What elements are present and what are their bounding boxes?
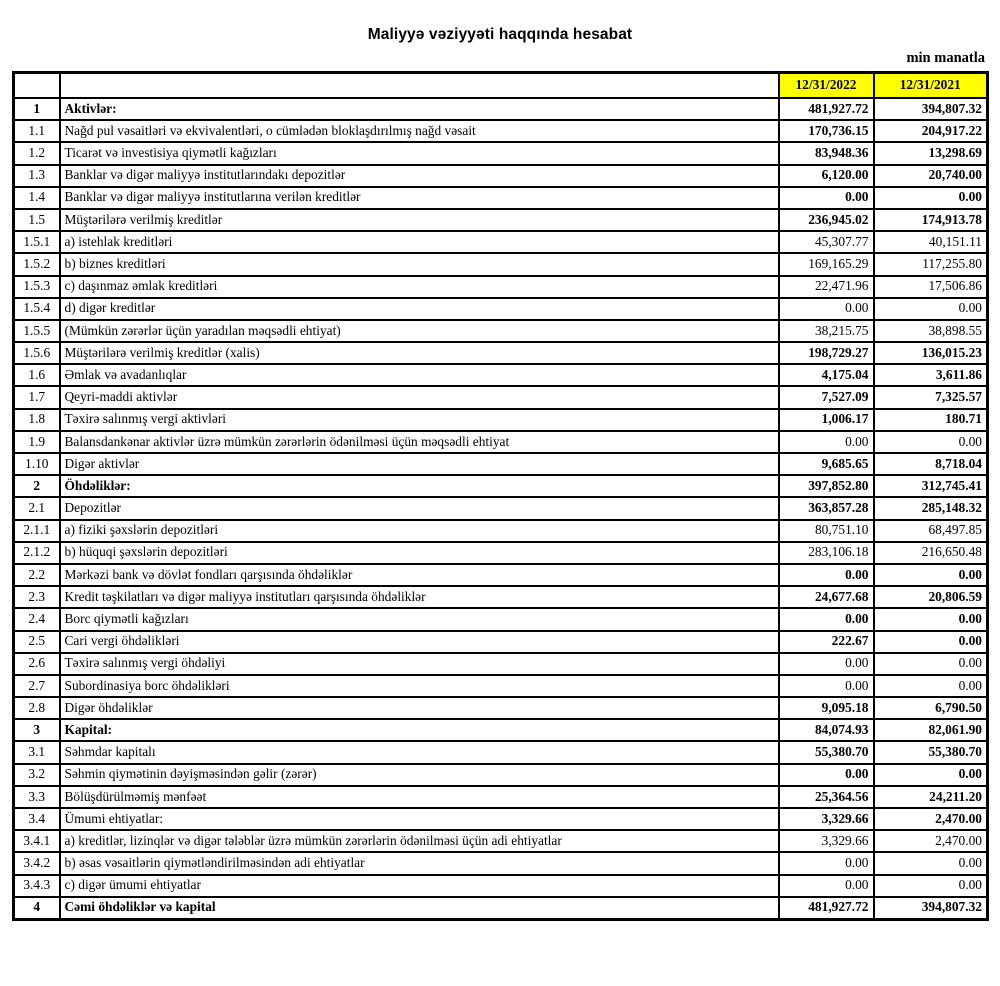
value-2022-cell: 0.00: [779, 875, 874, 897]
row-number-cell: 3.4: [14, 808, 60, 830]
row-number-cell: 3: [14, 719, 60, 741]
row-label-cell: Digər öhdəliklər: [60, 697, 779, 719]
value-2021-cell: 55,380.70: [874, 741, 988, 763]
table-row: [14, 564, 988, 586]
value-2022-cell: 1,006.17: [779, 409, 874, 431]
value-2021-cell: 312,745.41: [874, 475, 988, 497]
row-label-cell: b) hüquqi şəxslərin depozitləri: [60, 542, 779, 564]
value-2022-cell: 24,677.68: [779, 586, 874, 608]
row-label-cell: Öhdəliklər:: [60, 475, 779, 497]
row-number-cell: 1.6: [14, 364, 60, 386]
value-2022-cell: 45,307.77: [779, 231, 874, 253]
value-2021-cell: 394,807.32: [874, 897, 988, 920]
table-row: [14, 231, 988, 253]
row-number-cell: 2.5: [14, 631, 60, 653]
table-row: [14, 386, 988, 408]
row-number-cell: 2.6: [14, 653, 60, 675]
table-header-row: [14, 73, 988, 99]
table-row: [14, 320, 988, 342]
row-label-cell: Təxirə salınmış vergi aktivləri: [60, 409, 779, 431]
row-number-cell: 2.7: [14, 675, 60, 697]
table-row: [14, 98, 988, 120]
row-label-cell: Cəmi öhdəliklər və kapital: [60, 897, 779, 920]
value-2021-cell: 2,470.00: [874, 830, 988, 852]
value-2022-cell: 222.67: [779, 631, 874, 653]
value-2021-cell: 0.00: [874, 631, 988, 653]
row-number-cell: 1.2: [14, 142, 60, 164]
row-number-cell: 3.4.2: [14, 852, 60, 874]
value-2022-cell: 170,736.15: [779, 120, 874, 142]
value-2022-cell: 0.00: [779, 675, 874, 697]
row-number-cell: 1.1: [14, 120, 60, 142]
value-2021-cell: 117,255.80: [874, 253, 988, 275]
row-label-cell: Ticarət və investisiya qiymətli kağızları: [60, 142, 779, 164]
row-label-cell: c) digər ümumi ehtiyatlar: [60, 875, 779, 897]
row-label-cell: Ümumi ehtiyatlar:: [60, 808, 779, 830]
value-2021-cell: 40,151.11: [874, 231, 988, 253]
value-2022-cell: 38,215.75: [779, 320, 874, 342]
value-2021-cell: 0.00: [874, 675, 988, 697]
row-number-cell: 2.1: [14, 497, 60, 519]
row-number-cell: 4: [14, 897, 60, 920]
value-2021-cell: 17,506.86: [874, 276, 988, 298]
value-2022-cell: 9,095.18: [779, 697, 874, 719]
value-2022-cell: 3,329.66: [779, 830, 874, 852]
row-label-cell: Mərkəzi bank və dövlət fondları qarşısında öhdəliklər: [60, 564, 779, 586]
row-number-cell: 2.4: [14, 608, 60, 630]
header-date-2022: 12/31/2022: [779, 73, 874, 99]
value-2022-cell: 0.00: [779, 653, 874, 675]
table-row: [14, 852, 988, 874]
table-row: [14, 697, 988, 719]
row-label-cell: Digər aktivlər: [60, 453, 779, 475]
value-2022-cell: 22,471.96: [779, 276, 874, 298]
value-2021-cell: 0.00: [874, 431, 988, 453]
row-number-cell: 2.1.2: [14, 542, 60, 564]
value-2022-cell: 283,106.18: [779, 542, 874, 564]
header-date-2021: 12/31/2021: [874, 73, 988, 99]
header-empty-label-cell: [60, 73, 779, 99]
value-2021-cell: 7,325.57: [874, 386, 988, 408]
value-2021-cell: 394,807.32: [874, 98, 988, 120]
row-label-cell: Kredit təşkilatları və digər maliyyə institutları qarşısında öhdəliklər: [60, 586, 779, 608]
row-number-cell: 2.1.1: [14, 520, 60, 542]
value-2021-cell: 285,148.32: [874, 497, 988, 519]
row-label-cell: d) digər kreditlər: [60, 298, 779, 320]
table-row: [14, 786, 988, 808]
row-number-cell: 1.3: [14, 165, 60, 187]
row-label-cell: Banklar və digər maliyyə institutlarına verilən kreditlər: [60, 187, 779, 209]
row-label-cell: Nağd pul vəsaitləri və ekvivalentləri, o cümlədən bloklaşdırılmış nağd vəsait: [60, 120, 779, 142]
table-row: [14, 897, 988, 920]
table-row: [14, 187, 988, 209]
row-label-cell: b) əsas vəsaitlərin qiymətləndirilməsindən adi ehtiyatlar: [60, 852, 779, 874]
financial-position-table: [12, 71, 989, 921]
value-2022-cell: 7,527.09: [779, 386, 874, 408]
row-label-cell: Banklar və digər maliyyə institutlarındakı depozitlər: [60, 165, 779, 187]
row-label-cell: a) kreditlər, lizinqlər və digər tələblər üzrə mümkün zərərlərin ödənilməsi üçün adi ehtiyatlar: [60, 830, 779, 852]
table-row: [14, 276, 988, 298]
row-number-cell: 3.2: [14, 764, 60, 786]
value-2021-cell: 68,497.85: [874, 520, 988, 542]
value-2022-cell: 236,945.02: [779, 209, 874, 231]
value-2022-cell: 84,074.93: [779, 719, 874, 741]
row-label-cell: a) fiziki şəxslərin depozitləri: [60, 520, 779, 542]
row-number-cell: 3.4.1: [14, 830, 60, 852]
report-table-body: [14, 98, 988, 919]
row-number-cell: 1.5.6: [14, 342, 60, 364]
row-label-cell: Qeyri-maddi aktivlər: [60, 386, 779, 408]
row-label-cell: Bölüşdürülməmiş mənfəət: [60, 786, 779, 808]
table-row: [14, 741, 988, 763]
value-2022-cell: 0.00: [779, 764, 874, 786]
row-label-cell: Səhmdar kapitalı: [60, 741, 779, 763]
table-row: [14, 808, 988, 830]
table-row: [14, 675, 988, 697]
value-2021-cell: 13,298.69: [874, 142, 988, 164]
row-number-cell: 1.5: [14, 209, 60, 231]
row-label-cell: Müştərilərə verilmiş kreditlər: [60, 209, 779, 231]
value-2021-cell: 0.00: [874, 852, 988, 874]
value-2022-cell: 6,120.00: [779, 165, 874, 187]
row-number-cell: 1.5.1: [14, 231, 60, 253]
row-label-cell: Müştərilərə verilmiş kreditlər (xalis): [60, 342, 779, 364]
value-2021-cell: 2,470.00: [874, 808, 988, 830]
table-row: [14, 542, 988, 564]
value-2021-cell: 0.00: [874, 764, 988, 786]
row-number-cell: 1.5.2: [14, 253, 60, 275]
value-2021-cell: 136,015.23: [874, 342, 988, 364]
table-row: [14, 298, 988, 320]
table-row: [14, 520, 988, 542]
value-2022-cell: 481,927.72: [779, 897, 874, 920]
value-2022-cell: 0.00: [779, 608, 874, 630]
value-2021-cell: 8,718.04: [874, 453, 988, 475]
value-2022-cell: 3,329.66: [779, 808, 874, 830]
value-2021-cell: 82,061.90: [874, 719, 988, 741]
table-row: [14, 586, 988, 608]
value-2022-cell: 25,364.56: [779, 786, 874, 808]
table-row: [14, 165, 988, 187]
value-2022-cell: 80,751.10: [779, 520, 874, 542]
value-2021-cell: 38,898.55: [874, 320, 988, 342]
value-2021-cell: 3,611.86: [874, 364, 988, 386]
table-row: [14, 475, 988, 497]
row-number-cell: 1.9: [14, 431, 60, 453]
row-label-cell: Səhmin qiymətinin dəyişməsindən gəlir (zərər): [60, 764, 779, 786]
row-label-cell: (Mümkün zərərlər üçün yaradılan məqsədli ehtiyat): [60, 320, 779, 342]
value-2022-cell: 397,852.80: [779, 475, 874, 497]
value-2022-cell: 4,175.04: [779, 364, 874, 386]
row-label-cell: Aktivlər:: [60, 98, 779, 120]
row-number-cell: 1.5.3: [14, 276, 60, 298]
value-2021-cell: 0.00: [874, 298, 988, 320]
value-2021-cell: 20,806.59: [874, 586, 988, 608]
value-2021-cell: 180.71: [874, 409, 988, 431]
unit-note: min manatla: [906, 50, 985, 66]
table-row: [14, 142, 988, 164]
row-number-cell: 3.3: [14, 786, 60, 808]
value-2022-cell: 0.00: [779, 431, 874, 453]
value-2022-cell: 0.00: [779, 298, 874, 320]
table-row: [14, 120, 988, 142]
row-number-cell: 2.2: [14, 564, 60, 586]
value-2021-cell: 0.00: [874, 608, 988, 630]
table-row: [14, 608, 988, 630]
row-number-cell: 1.8: [14, 409, 60, 431]
row-label-cell: Təxirə salınmış vergi öhdəliyi: [60, 653, 779, 675]
value-2021-cell: 24,211.20: [874, 786, 988, 808]
value-2022-cell: 0.00: [779, 564, 874, 586]
row-number-cell: 3.4.3: [14, 875, 60, 897]
table-row: [14, 453, 988, 475]
table-row: [14, 342, 988, 364]
value-2021-cell: 20,740.00: [874, 165, 988, 187]
value-2022-cell: 0.00: [779, 852, 874, 874]
row-label-cell: c) daşınmaz əmlak kreditləri: [60, 276, 779, 298]
row-label-cell: Əmlak və avadanlıqlar: [60, 364, 779, 386]
row-number-cell: 2.3: [14, 586, 60, 608]
row-label-cell: Borc qiymətli kağızları: [60, 608, 779, 630]
table-row: [14, 431, 988, 453]
row-label-cell: b) biznes kreditləri: [60, 253, 779, 275]
table-row: [14, 253, 988, 275]
value-2021-cell: 216,650.48: [874, 542, 988, 564]
value-2022-cell: 169,165.29: [779, 253, 874, 275]
table-row: [14, 653, 988, 675]
row-number-cell: 1.7: [14, 386, 60, 408]
row-number-cell: 3.1: [14, 741, 60, 763]
value-2021-cell: 0.00: [874, 564, 988, 586]
table-row: [14, 409, 988, 431]
row-number-cell: 2.8: [14, 697, 60, 719]
value-2021-cell: 0.00: [874, 187, 988, 209]
row-label-cell: Subordinasiya borc öhdəlikləri: [60, 675, 779, 697]
value-2021-cell: 0.00: [874, 875, 988, 897]
page-title: Maliyyə vəziyyəti haqqında hesabat: [367, 26, 633, 43]
row-label-cell: Depozitlər: [60, 497, 779, 519]
table-row: [14, 631, 988, 653]
table-row: [14, 875, 988, 897]
row-number-cell: 1.5.4: [14, 298, 60, 320]
value-2022-cell: 55,380.70: [779, 741, 874, 763]
row-label-cell: Balansdankənar aktivlər üzrə mümkün zərərlərin ödənilməsi üçün məqsədli ehtiyat: [60, 431, 779, 453]
row-label-cell: Cari vergi öhdəlikləri: [60, 631, 779, 653]
row-label-cell: Kapital:: [60, 719, 779, 741]
value-2021-cell: 0.00: [874, 653, 988, 675]
table-row: [14, 830, 988, 852]
value-2022-cell: 83,948.36: [779, 142, 874, 164]
row-number-cell: 1.10: [14, 453, 60, 475]
value-2022-cell: 198,729.27: [779, 342, 874, 364]
value-2022-cell: 481,927.72: [779, 98, 874, 120]
table-row: [14, 764, 988, 786]
table-row: [14, 497, 988, 519]
value-2022-cell: 363,857.28: [779, 497, 874, 519]
row-label-cell: a) istehlak kreditləri: [60, 231, 779, 253]
table-row: [14, 209, 988, 231]
value-2021-cell: 174,913.78: [874, 209, 988, 231]
header-empty-number-cell: [14, 73, 60, 99]
value-2021-cell: 6,790.50: [874, 697, 988, 719]
value-2021-cell: 204,917.22: [874, 120, 988, 142]
row-number-cell: 1: [14, 98, 60, 120]
table-row: [14, 719, 988, 741]
row-number-cell: 1.4: [14, 187, 60, 209]
row-number-cell: 2: [14, 475, 60, 497]
table-row: [14, 364, 988, 386]
row-number-cell: 1.5.5: [14, 320, 60, 342]
value-2022-cell: 0.00: [779, 187, 874, 209]
value-2022-cell: 9,685.65: [779, 453, 874, 475]
